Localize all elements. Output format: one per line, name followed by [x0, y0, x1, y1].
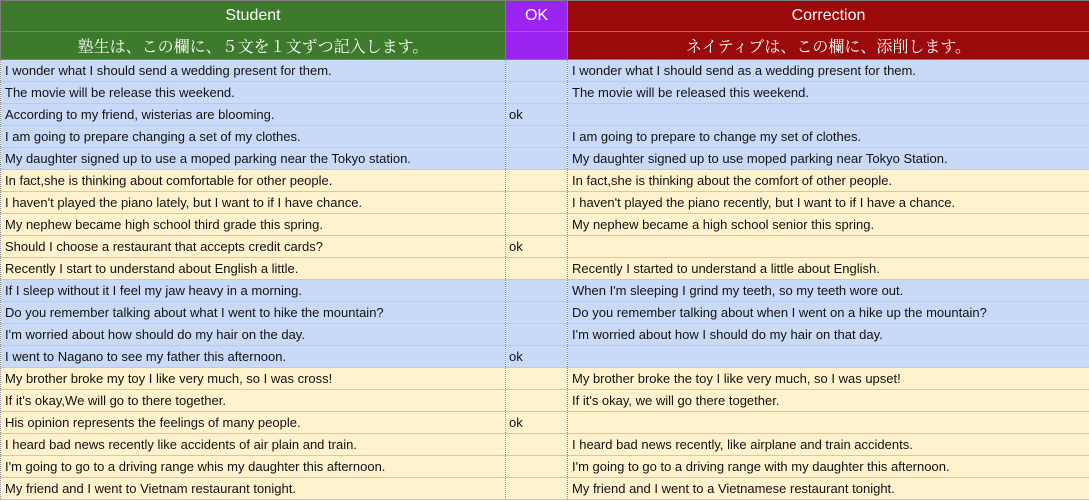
student-cell[interactable]: Do you remember talking about what I went to hike the mountain? [1, 302, 506, 324]
table-row [1, 302, 1089, 324]
correction-cell[interactable]: If it's okay, we will go there together. [568, 390, 1089, 412]
correction-instruction[interactable]: ネイティブは、この欄に、添削します。 [568, 32, 1089, 60]
ok-cell[interactable]: ok [506, 412, 568, 434]
ok-cell[interactable] [506, 126, 568, 148]
correction-cell[interactable]: I am going to prepare to change my set of clothes. [568, 126, 1089, 148]
student-cell[interactable]: His opinion represents the feelings of many people. [1, 412, 506, 434]
ok-cell[interactable] [506, 456, 568, 478]
correction-cell[interactable]: I haven't played the piano recently, but I want to if I have a chance. [568, 192, 1089, 214]
ok-cell[interactable]: ok [506, 346, 568, 368]
ok-cell[interactable] [506, 368, 568, 390]
table-row [1, 478, 1089, 500]
ok-cell[interactable] [506, 280, 568, 302]
student-cell[interactable]: I'm going to go to a driving range whis my daughter this afternoon. [1, 456, 506, 478]
correction-cell[interactable]: My friend and I went to a Vietnamese restaurant tonight. [568, 478, 1089, 500]
ok-cell[interactable] [506, 478, 568, 500]
student-cell[interactable]: My brother broke my toy I like very much, so I was cross! [1, 368, 506, 390]
student-cell[interactable]: I'm worried about how should do my hair on the day. [1, 324, 506, 346]
table-row [1, 412, 1089, 434]
student-cell[interactable]: Should I choose a restaurant that accepts credit cards? [1, 236, 506, 258]
ok-cell[interactable] [506, 148, 568, 170]
student-column-header[interactable]: Student [1, 1, 506, 32]
table-row [1, 456, 1089, 478]
sentence-rows [1, 60, 1089, 500]
correction-cell[interactable]: My nephew became a high school senior this spring. [568, 214, 1089, 236]
student-cell[interactable]: The movie will be release this weekend. [1, 82, 506, 104]
ok-cell[interactable] [506, 302, 568, 324]
correction-cell[interactable] [568, 346, 1089, 368]
ok-cell[interactable]: ok [506, 104, 568, 126]
correction-column-header[interactable]: Correction [568, 1, 1089, 32]
table-row [1, 346, 1089, 368]
correction-cell[interactable]: I heard bad news recently, like airplane and train accidents. [568, 434, 1089, 456]
correction-cell[interactable]: I'm going to go to a driving range with my daughter this afternoon. [568, 456, 1089, 478]
correction-cell[interactable]: The movie will be released this weekend. [568, 82, 1089, 104]
student-cell[interactable]: I wonder what I should send a wedding present for them. [1, 60, 506, 82]
ok-column-header[interactable]: OK [506, 1, 568, 32]
ok-cell[interactable] [506, 324, 568, 346]
student-instruction[interactable]: 塾生は、この欄に、５文を１文ずつ記入します。 [1, 32, 506, 60]
table-row [1, 324, 1089, 346]
ok-cell[interactable] [506, 192, 568, 214]
ok-cell[interactable] [506, 258, 568, 280]
table-row [1, 148, 1089, 170]
student-cell[interactable]: I am going to prepare changing a set of my clothes. [1, 126, 506, 148]
student-cell[interactable]: If I sleep without it I feel my jaw heavy in a morning. [1, 280, 506, 302]
ok-cell[interactable] [506, 390, 568, 412]
ok-instruction[interactable] [506, 32, 568, 60]
correction-cell[interactable]: I'm worried about how I should do my hair on that day. [568, 324, 1089, 346]
student-cell[interactable]: If it's okay,We will go to there together. [1, 390, 506, 412]
ok-cell[interactable] [506, 214, 568, 236]
student-cell[interactable]: My daughter signed up to use a moped parking near the Tokyo station. [1, 148, 506, 170]
table-row [1, 434, 1089, 456]
table-row [1, 214, 1089, 236]
table-row [1, 170, 1089, 192]
table-row [1, 126, 1089, 148]
table-row [1, 192, 1089, 214]
correction-cell[interactable]: When I'm sleeping I grind my teeth, so my teeth wore out. [568, 280, 1089, 302]
correction-cell[interactable]: I wonder what I should send as a wedding present for them. [568, 60, 1089, 82]
correction-cell[interactable]: Do you remember talking about when I went on a hike up the mountain? [568, 302, 1089, 324]
correction-cell[interactable]: Recently I started to understand a little about English. [568, 258, 1089, 280]
ok-cell[interactable] [506, 82, 568, 104]
table-row [1, 60, 1089, 82]
ok-cell[interactable] [506, 60, 568, 82]
correction-cell[interactable] [568, 236, 1089, 258]
header-row [1, 1, 1089, 32]
table-row [1, 258, 1089, 280]
ok-cell[interactable] [506, 170, 568, 192]
ok-cell[interactable]: ok [506, 236, 568, 258]
student-cell[interactable]: I haven't played the piano lately, but I want to if I have chance. [1, 192, 506, 214]
correction-cell[interactable]: My daughter signed up to use moped parking near Tokyo Station. [568, 148, 1089, 170]
table-row [1, 82, 1089, 104]
correction-cell[interactable]: In fact,she is thinking about the comfort of other people. [568, 170, 1089, 192]
table-row [1, 104, 1089, 126]
ok-cell[interactable] [506, 434, 568, 456]
table-row [1, 368, 1089, 390]
student-cell[interactable]: According to my friend, wisterias are blooming. [1, 104, 506, 126]
student-cell[interactable]: I heard bad news recently like accidents of air plain and train. [1, 434, 506, 456]
table-row [1, 280, 1089, 302]
correction-cell[interactable] [568, 412, 1089, 434]
student-cell[interactable]: My nephew became high school third grade this spring. [1, 214, 506, 236]
student-cell[interactable]: My friend and I went to Vietnam restaurant tonight. [1, 478, 506, 500]
table-row [1, 236, 1089, 258]
instruction-row [1, 32, 1089, 60]
table-row [1, 390, 1089, 412]
correction-cell[interactable]: My brother broke the toy I like very much, so I was upset! [568, 368, 1089, 390]
correction-cell[interactable] [568, 104, 1089, 126]
student-cell[interactable]: Recently I start to understand about English a little. [1, 258, 506, 280]
student-cell[interactable]: In fact,she is thinking about comfortable for other people. [1, 170, 506, 192]
student-cell[interactable]: I went to Nagano to see my father this afternoon. [1, 346, 506, 368]
